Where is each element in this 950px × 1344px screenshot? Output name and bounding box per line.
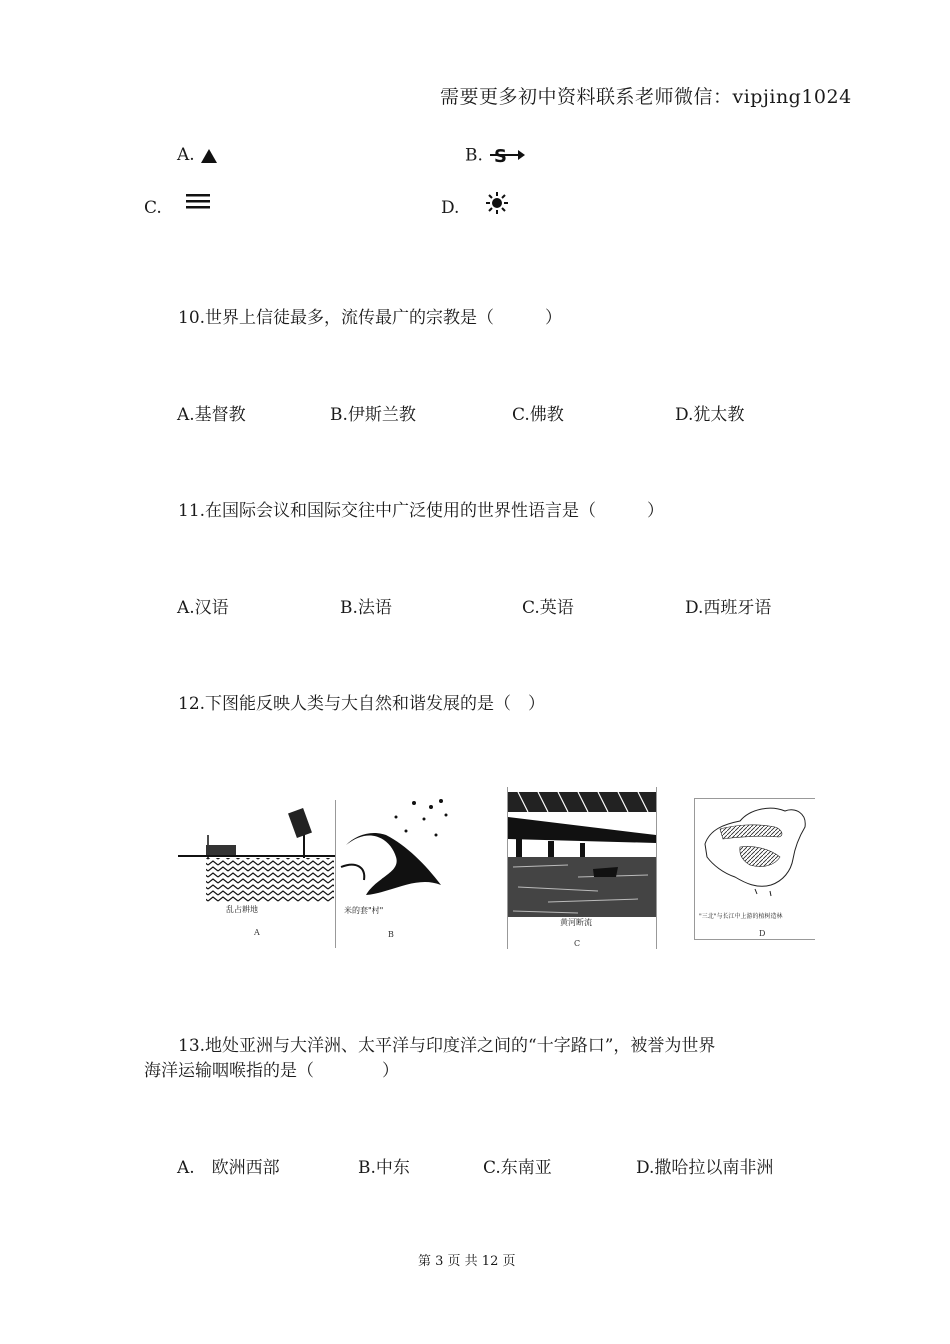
svg-text:S: S: [494, 146, 508, 167]
farmland-sign-illustration: [178, 800, 335, 920]
q11-option-d: D.西班牙语: [685, 598, 772, 618]
q12-image-b-letter: B: [388, 930, 394, 939]
triple-lines-icon: [186, 193, 210, 209]
q9-option-c: [144, 198, 162, 218]
polluted-river-illustration: [336, 795, 456, 915]
q13-option-d: D.撒哈拉以南非洲: [636, 1158, 774, 1178]
q12-image-a-caption: 乱占耕地: [226, 905, 258, 914]
header-contact: 需要更多初中资料联系老师微信：vipjing1024: [440, 86, 852, 108]
q9-option-b-label: B.: [465, 145, 483, 166]
q9-option-a: [177, 145, 218, 165]
q11-option-b: B.法语: [340, 598, 392, 618]
q12-image-b: [336, 795, 456, 947]
s-arrow-icon: [488, 145, 526, 167]
q12-image-b-caption: 米的套"村": [344, 906, 384, 915]
q12-image-c-caption: 黄河断流: [560, 918, 592, 927]
q10-option-c: C.佛教: [512, 405, 564, 425]
q10-option-a: A.基督教: [177, 405, 246, 425]
q13-stem-line2: 海洋运输咽喉指的是（ ）: [144, 1061, 399, 1081]
sun-icon: [485, 191, 509, 215]
q11-option-a: A.汉语: [177, 598, 229, 618]
q12-image-d: [694, 798, 815, 940]
q12-image-a-letter: A: [254, 928, 260, 937]
q12-image-c-letter: C: [574, 939, 581, 948]
q11-option-c: C.英语: [522, 598, 574, 618]
dry-river-bridge-illustration: [508, 787, 656, 922]
q9-option-d-label: D.: [441, 198, 460, 218]
q10-stem: 10.世界上信徒最多，流传最广的宗教是（ ）: [178, 308, 563, 328]
q9-option-a-label: A.: [177, 145, 195, 165]
q12-image-d-caption: "三北"与长江中上游的植树造林: [699, 913, 783, 920]
q12-image-d-letter: D: [759, 929, 766, 938]
q11-stem: 11.在国际会议和国际交往中广泛使用的世界性语言是（ ）: [178, 501, 665, 521]
q13-option-c: C.东南亚: [483, 1158, 552, 1178]
page-number: 第 3 页 共 12 页: [418, 1254, 516, 1269]
triangle-icon: [200, 148, 218, 164]
q13-option-b: B.中东: [358, 1158, 410, 1178]
q13-stem-line1: 13.地处亚洲与大洋洲、太平洋与印度洋之间的“十字路口”，被誉为世界: [178, 1036, 716, 1056]
china-afforestation-map-illustration: [695, 799, 815, 904]
q9-option-d: [441, 198, 459, 218]
q9-option-c-label: C.: [144, 198, 162, 218]
q9-option-b: [465, 145, 526, 167]
q13-option-a: A. 欧洲西部: [177, 1158, 280, 1178]
q10-option-b: B.伊斯兰教: [330, 405, 416, 425]
q10-option-d: D.犹太教: [675, 405, 745, 425]
q12-image-a: [178, 800, 336, 948]
q12-stem: 12.下图能反映人类与大自然和谐发展的是（ ）: [178, 694, 546, 714]
q12-image-c: [507, 787, 657, 949]
